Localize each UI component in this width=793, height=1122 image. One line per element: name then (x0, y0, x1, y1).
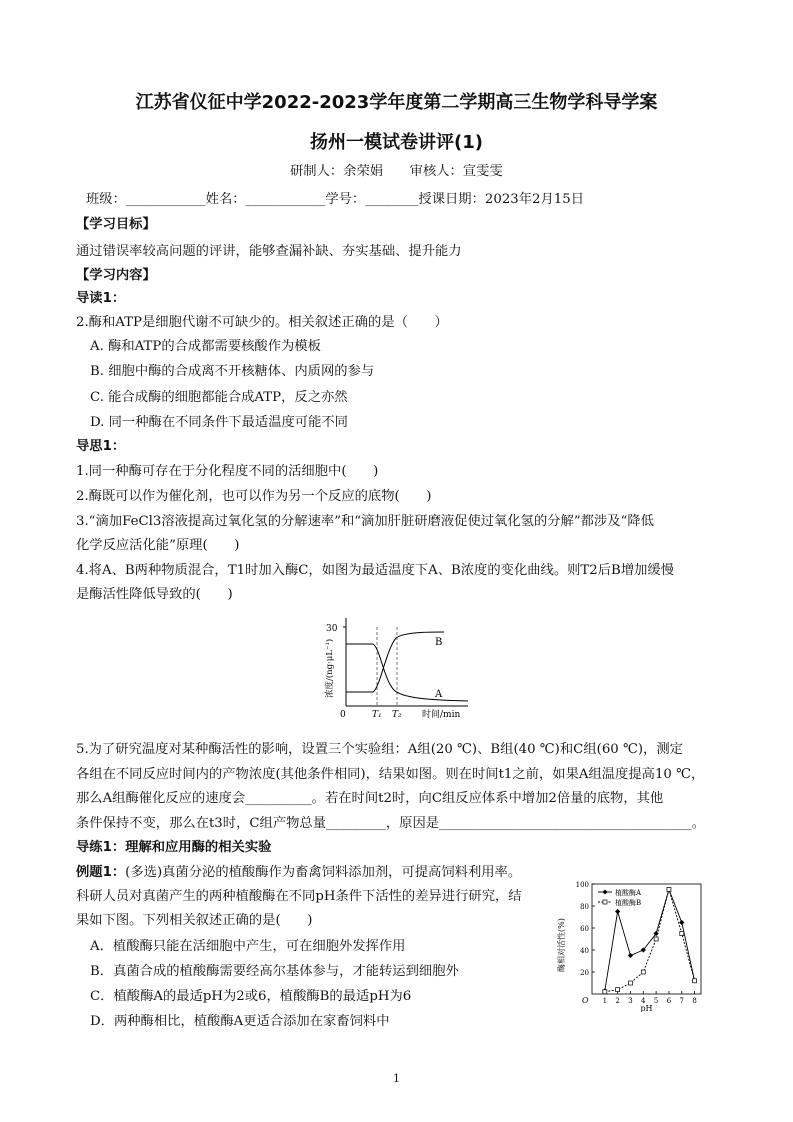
ph-point-a (679, 920, 684, 925)
option-a: A. 酶和ATP的合成都需要核酸作为模板 (90, 339, 321, 354)
page-subtitle: 扬州一模试卷讲评(1) (310, 132, 483, 153)
page-title: 江苏省仪征中学2022-2023学年度第二学期高三生物学科导学案 (135, 92, 658, 113)
ph-point-a (628, 953, 633, 958)
option-d: D. 同一种酶在不同条件下最适温度可能不同 (90, 415, 348, 430)
phytase-activity-chart (556, 872, 726, 1012)
ph-x-tick-label: 3 (628, 997, 633, 1005)
question-5-line-1: 5.为了研究温度对某种酶活性的影响，设置三个实验组：A组(20 ℃)、B组(40 ℃)和C组(60 ℃)，测定 (76, 742, 683, 757)
ph-point-b (680, 932, 684, 936)
example-line-2: 科研人员对真菌产生的两种植酸酶在不同pH条件下活性的差异进行研究，结 (76, 889, 522, 904)
ph-x-tick-label: 6 (666, 997, 672, 1005)
ph-point-b (641, 970, 645, 974)
curve-b (346, 632, 444, 692)
option-c: C. 能合成酶的细胞都能合成ATP，反之亦然 (90, 390, 348, 405)
ph-xlabel: pH (640, 1004, 653, 1012)
think-item-4-cont: 是酶活性降低导致的( ) (76, 587, 233, 602)
ph-y-tick-label: 60 (580, 925, 589, 933)
ph-point-b (628, 981, 632, 985)
think-item-3-cont: 化学反应活化能”原理( ) (76, 538, 240, 553)
example-label: 例题1： (76, 865, 126, 880)
ex-option-a: A．植酸酶只能在活细胞中产生，可在细胞外发挥作用 (90, 939, 406, 954)
ph-point-b (603, 990, 607, 994)
chart1-label-a: A (435, 689, 443, 700)
chart1-origin: 0 (340, 710, 346, 720)
ph-y-tick-label: 100 (575, 881, 589, 889)
example-line-1 (76, 861, 521, 880)
goal-text: 通过错误率较高问题的评讲，能够查漏补缺、夯实基础、提升能力 (76, 244, 462, 259)
ph-y-tick-label: 80 (580, 903, 589, 911)
ph-point-b (654, 937, 658, 941)
chart1-ylabel: 浓度/(ng·μL⁻¹) (325, 638, 335, 698)
think-item-4: 4.将A、B两种物质混合，T1时加入酶C，如图为最适温度下A、B浓度的变化曲线。则T2后B增加缓慢 (76, 563, 675, 578)
section1-heading: 导读1： (76, 291, 126, 306)
section3-heading: 导练1：理解和应用酶的相关实验 (76, 840, 272, 855)
ph-point-b (667, 888, 671, 892)
ph-legend-marker (603, 890, 608, 895)
info-line: 班级：____________姓名：____________学号：________授课日期：2023年2月15日 (86, 192, 585, 207)
example-text-1: (多选)真菌分泌的植酸酶作为畜禽饲料添加剂，可提高饲料利用率。 (125, 865, 522, 880)
content-heading: 【学习内容】 (76, 268, 156, 283)
ph-origin: O (582, 996, 589, 1005)
ph-x-tick-label: 5 (653, 997, 659, 1005)
example-line-3: 果如下图。下列相关叙述正确的是( ) (76, 913, 313, 928)
ph-point-a (615, 909, 620, 914)
ph-x-tick-label: 7 (679, 997, 684, 1005)
question-5-line-4: 条件保持不变，那么在t3时，C组产物总量_________，原因是______________________________________。 (76, 816, 705, 831)
chart1-tick-30: 30 (326, 624, 338, 634)
option-b: B. 细胞中酶的合成离不开核糖体、内质网的参与 (90, 364, 375, 379)
ph-x-tick-label: 2 (615, 997, 620, 1005)
think-item-3: 3.“滴加FeCl3溶液提高过氧化氢的分解速率”和“滴加肝脏研磨液促使过氧化氢的分解”都涉及“降低 (76, 514, 654, 529)
ex-option-d: D．两种酶相比，植酸酶A更适合添加在家畜饲料中 (90, 1014, 390, 1029)
think-item-2: 2.酶既可以作为催化剂，也可以作为另一个反应的底物( ) (76, 489, 432, 504)
ex-option-b: B．真菌合成的植酸酶需要经高尔基体参与，才能转运到细胞外 (90, 964, 459, 979)
authors: 研制人：余荣娟 审核人：宣雯雯 (290, 164, 503, 179)
chart1-label-b: B (435, 637, 443, 648)
ph-legend-label: 植酸酶B (615, 899, 642, 907)
ph-legend-label: 植酸酶A (615, 889, 642, 897)
ph-x-tick-label: 1 (602, 997, 608, 1005)
question-2: 2.酶和ATP是细胞代谢不可缺少的。相关叙述正确的是（ ） (76, 315, 448, 330)
ph-point-b (616, 988, 620, 992)
chart1-t2: T₂ (392, 710, 402, 720)
question-5-line-2: 各组在不同反应时间内的产物浓度(其他条件相同)，结果如图。则在时间t1之前，如果A组温度提高10 ℃， (76, 767, 705, 782)
ph-y-tick-label: 20 (580, 969, 589, 977)
ph-legend-marker (603, 900, 607, 904)
question-5-line-3: 那么A组酶催化反应的速度会__________。若在时间t2时，向C组反应体系中增加2倍量的底物，其他 (76, 791, 664, 806)
ph-y-tick-label: 40 (580, 947, 589, 955)
section2-heading: 导思1： (76, 439, 126, 454)
goal-heading: 【学习目标】 (76, 217, 156, 232)
think-item-1: 1.同一种酶可存在于分化程度不同的活细胞中( ) (76, 464, 379, 479)
ph-chart-ylabel: 酶相对活性(%) (557, 918, 566, 972)
page-number: 1 (393, 1072, 400, 1085)
concentration-chart (318, 610, 478, 720)
ex-option-c: C．植酸酶A的最适pH为2或6，植酸酶B的最适pH为6 (90, 989, 412, 1004)
ph-x-tick-label: 4 (641, 997, 646, 1005)
ph-x-tick-label: 8 (692, 997, 697, 1005)
ph-chart-frame (592, 884, 701, 994)
chart1-xlabel: 时间/min (422, 710, 461, 720)
chart1-t1: T₁ (372, 710, 382, 720)
ph-point-b (693, 979, 697, 983)
